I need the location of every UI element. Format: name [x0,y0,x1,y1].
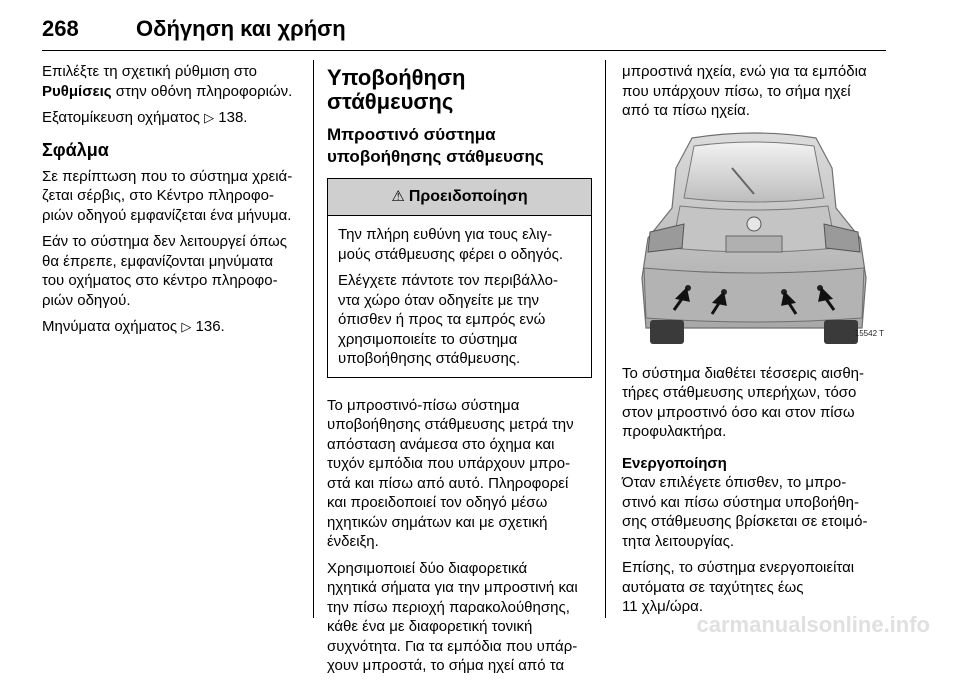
text-line: τητα λειτουργίας. [622,532,735,550]
column-middle [327,66,592,683]
page-number: 268 [42,16,79,41]
warning-title: Προειδοποίηση [408,188,528,206]
text-line: προφυλακτήρα. [622,423,727,440]
page-reference-link[interactable]: 136. [195,318,225,335]
text-line: και προειδοποιεί τον οδηγό μέσω [327,494,548,511]
paragraph-activation-reverse [622,473,886,551]
rear-bumper [644,268,864,322]
text-line: τήρες στάθμευσης υπερήχων, τόσο [622,384,857,401]
text-line: Σε περίπτωση που το σύστημα χρειά- [42,167,293,185]
paragraph-activation-speed [622,558,886,617]
paragraph-audio-signals [327,559,592,676]
text-line: που υπάρχουν πίσω, το σήμα ηχεί [622,82,851,100]
figure-code: 15542 T [854,329,884,338]
paragraph-settings [42,62,304,101]
text-fragment: Εξατομίκευση οχήματος [42,109,205,126]
text-line: όπισθεν ή προς τα εμπρός ενώ [338,311,546,328]
warning-triangle-icon: ⚠ [391,187,405,206]
header-rule [42,50,886,51]
license-plate-recess [726,236,782,252]
text-line: υποβοήθησης στάθμευσης [327,147,544,166]
text-line [42,82,304,102]
paragraph-vehicle-messages [42,317,304,338]
text-line: 11 χλμ/ώρα. [622,598,704,615]
text-line: ριών οδηγού. [42,291,131,309]
warning-paragraph [338,271,582,369]
column-right [622,62,886,624]
paragraph-sensors [622,364,886,442]
text-line: ένδειξη. [327,533,379,550]
text-line: Ελέγχετε πάντοτε τον περιβάλλο- [338,272,558,289]
text-line: χουν μπροστά, το σήμα ηχεί από τα [327,657,565,674]
text-line: ντα χώρο όταν οδηγείτε με την [338,291,540,309]
right-wheel [824,320,858,344]
paragraph-system-description [327,396,592,552]
heading-activation: Ενεργοποίηση [622,454,727,472]
paragraph-fault-messages [42,232,304,310]
text-line: στινό και πίσω σύστημα υποβοήθη- [622,493,859,511]
left-wheel [650,320,684,344]
text-line: θα έπρεπε, εμφανίζονται μηνύματα [42,252,274,270]
text-line: στον μπροστινό όσο και στον πίσω [622,403,855,421]
page-reference-icon: ▷ [181,320,192,335]
text-line: Όταν επιλέγετε όπισθεν, το μπρο- [622,474,847,491]
paragraph-personalization [42,108,304,129]
watermark: carmanualsonline.info [696,612,930,637]
paragraph-fault-service [42,167,304,226]
text-line: τυχόν εμπόδια που υπάρχουν μπρο- [327,455,571,472]
column-divider [313,60,314,618]
text-line: Επιλέξτε τη σχετική ρύθμιση στο [42,63,258,80]
text-line: ηχητικών σημάτων και με σχετική [327,513,548,531]
column-divider [605,60,606,618]
text-line: Μπροστινό σύστημα [327,125,496,144]
text-line: από τα πίσω ηχεία. [622,102,750,119]
text-line: μούς στάθμευσης φέρει ο οδηγός. [338,245,564,263]
warning-header [328,179,591,216]
text-line: του οχήματος στο κέντρο πληροφο- [42,272,278,289]
text-line: Χρησιμοποιεί δύο διαφορετικά [327,559,528,577]
rear-car-sensor-illustration [622,128,886,350]
text-line: χρησιμοποιείτε το σύστημα [338,330,518,348]
section-title: Υποβοήθηση στάθμευσης [327,65,466,114]
text-line: ηχητικά σήματα για την μπροστινή και [327,579,578,596]
text-line: μπροστινά ηχεία, ενώ για τα εμπόδια [622,63,867,80]
warning-body [328,216,591,377]
text-fragment: Μηνύματα οχήματος [42,318,182,335]
chapter-title: Οδήγηση και χρήση [136,16,346,41]
text-line: Επίσης, το σύστημα ενεργοποιείται [622,559,855,576]
text-line: κάθε ένα με διαφορετική τονική [327,618,533,635]
warning-paragraph [338,225,582,264]
text-line: υποβοήθησης στάθμευσης. [338,350,521,367]
text-line: Την πλήρη ευθύνη για τους ελιγ- [338,226,553,243]
settings-term: Ρυθμίσεις [42,82,112,100]
page-reference-link[interactable]: 138. [218,109,248,126]
page-reference-icon: ▷ [204,111,215,126]
text-line: την πίσω περιοχή παρακολούθησης, [327,598,570,616]
text-line: Εάν το σύστημα δεν λειτουργεί όπως [42,233,287,250]
paragraph-speakers [622,62,886,121]
car-rear-drawing [622,128,886,350]
text-line [42,108,304,129]
heading-fault: Σφάλμα [42,139,109,160]
column-left [42,62,304,345]
text-line: στά και πίσω από αυτό. Πληροφορεί [327,474,569,492]
warning-box [327,178,592,378]
brand-logo [747,217,761,231]
text-line: Το σύστημα διαθέτει τέσσερις αισθη- [622,364,865,382]
text-line: απόσταση ανάμεσα στο όχημα και [327,435,555,453]
text-line [42,317,304,338]
text-line: υποβοήθησης στάθμευσης μετρά την [327,416,574,433]
text-line: συχνότητα. Για τα εμπόδια που υπάρ- [327,637,578,655]
page-header [42,8,886,48]
text-line: Το μπροστινό-πίσω σύστημα [327,396,520,414]
subsection-title [327,124,592,168]
text-line: ζεται σέρβις, στο Κέντρο πληροφο- [42,187,274,204]
text-line: ριών οδηγού εμφανίζεται ένα μήνυμα. [42,206,292,224]
text-line: αυτόματα σε ταχύτητες έως [622,578,804,596]
text-fragment: στην οθόνη πληροφοριών. [111,82,293,100]
text-line: σης στάθμευσης βρίσκεται σε ετοιμό- [622,513,868,530]
